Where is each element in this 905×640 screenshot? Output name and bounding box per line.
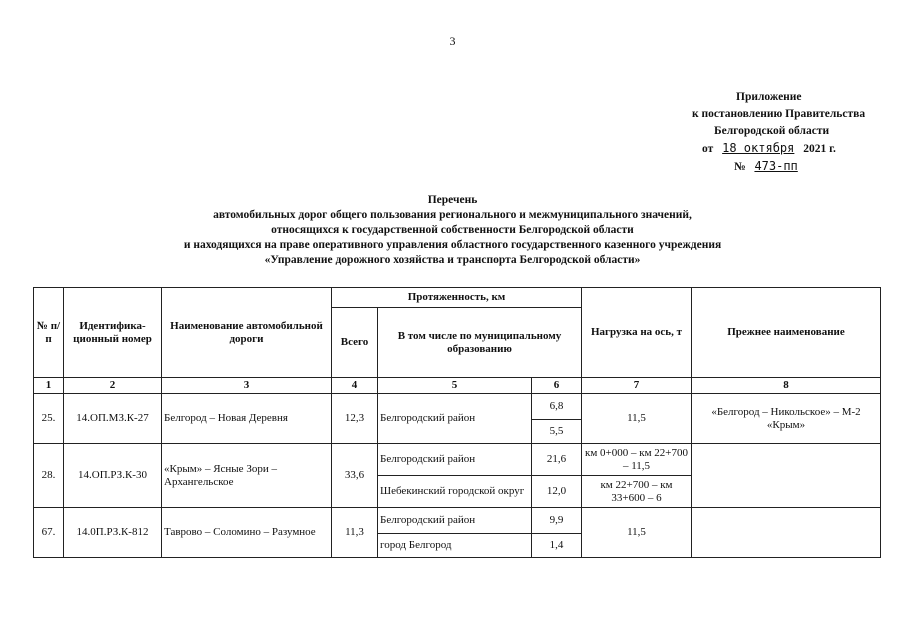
row-length: 1,4 [532,534,582,558]
row-id: 14.0П.РЗ.К-812 [64,508,162,558]
document-heading [0,193,905,268]
heading-line-5: «Управление дорожного хозяйства и транспорта Белгородской области» [264,254,641,266]
row-num: 25. [34,394,64,444]
column-number-row [34,378,881,394]
row-former-name: «Белгород – Никольское» – М-2 «Крым» [692,394,881,444]
row-id: 14.ОП.РЗ.К-30 [64,444,162,508]
table-row [34,508,881,534]
row-municipality: Белгородский район [378,394,532,444]
page-number: 3 [449,34,456,48]
header-total: Всего [332,308,378,378]
appendix-date [680,140,900,158]
col-number: 1 [34,378,64,394]
row-length: 9,9 [532,508,582,534]
row-load: 11,5 [582,394,692,444]
appendix-region: Белгородской области [714,125,830,137]
header-former: Прежнее наименование [692,288,881,378]
col-number: 4 [332,378,378,394]
date-suffix: 2021 г. [803,143,836,155]
row-length: 21,6 [532,444,582,476]
roads-table [33,287,881,558]
row-load: 11,5 [582,508,692,558]
row-num: 28. [34,444,64,508]
appendix-decree: к постановлению Правительства [692,108,866,120]
row-length: 12,0 [532,476,582,508]
header-length-group: Протяженность, км [332,288,582,308]
appendix-number [680,158,900,176]
heading-line-2: автомобильных дорог общего пользования регионального и межмуниципального значений, [213,209,692,221]
row-former-name [692,508,881,558]
number-prefix: № [734,161,746,173]
col-number: 3 [162,378,332,394]
row-municipality: Шебекинский городской округ [378,476,532,508]
header-id: Идентифика-ционный номер [64,288,162,378]
row-total: 33,6 [332,444,378,508]
row-name: Таврово – Соломино – Разумное [162,508,332,558]
row-total: 11,3 [332,508,378,558]
number-handwritten: 473-пп [754,159,798,173]
heading-title: Перечень [427,194,478,206]
row-total: 12,3 [332,394,378,444]
row-name: «Крым» – Ясные Зори – Архангельское [162,444,332,508]
date-prefix: от [702,143,714,155]
heading-line-4: и находящихся на праве оперативного управления областного государственного казенного учреждения [183,239,722,251]
col-number: 2 [64,378,162,394]
table-row [34,394,881,420]
row-length: 6,8 [532,394,582,420]
col-number: 6 [532,378,582,394]
header-by-municipality: В том числе по муниципальному образованию [378,308,582,378]
date-handwritten: 18 октября [722,141,795,155]
row-municipality: Белгородский район [378,444,532,476]
table-row [34,444,881,476]
heading-line-3: относящихся к государственной собственности Белгородской области [271,224,634,236]
row-municipality: Белгородский район [378,508,532,534]
row-length: 5,5 [532,420,582,444]
row-num: 67. [34,508,64,558]
row-load: км 0+000 – км 22+700 – 11,5 [582,444,692,476]
appendix-title: Приложение [736,91,802,103]
row-id: 14.ОП.МЗ.К-27 [64,394,162,444]
appendix-block [680,89,900,176]
row-load: км 22+700 – км 33+600 – 6 [582,476,692,508]
header-name: Наименование автомобильной дороги [162,288,332,378]
col-number: 5 [378,378,532,394]
row-municipality: город Белгород [378,534,532,558]
row-former-name [692,444,881,508]
header-num: № п/п [34,288,64,378]
row-name: Белгород – Новая Деревня [162,394,332,444]
col-number: 8 [692,378,881,394]
col-number: 7 [582,378,692,394]
header-load: Нагрузка на ось, т [582,288,692,378]
